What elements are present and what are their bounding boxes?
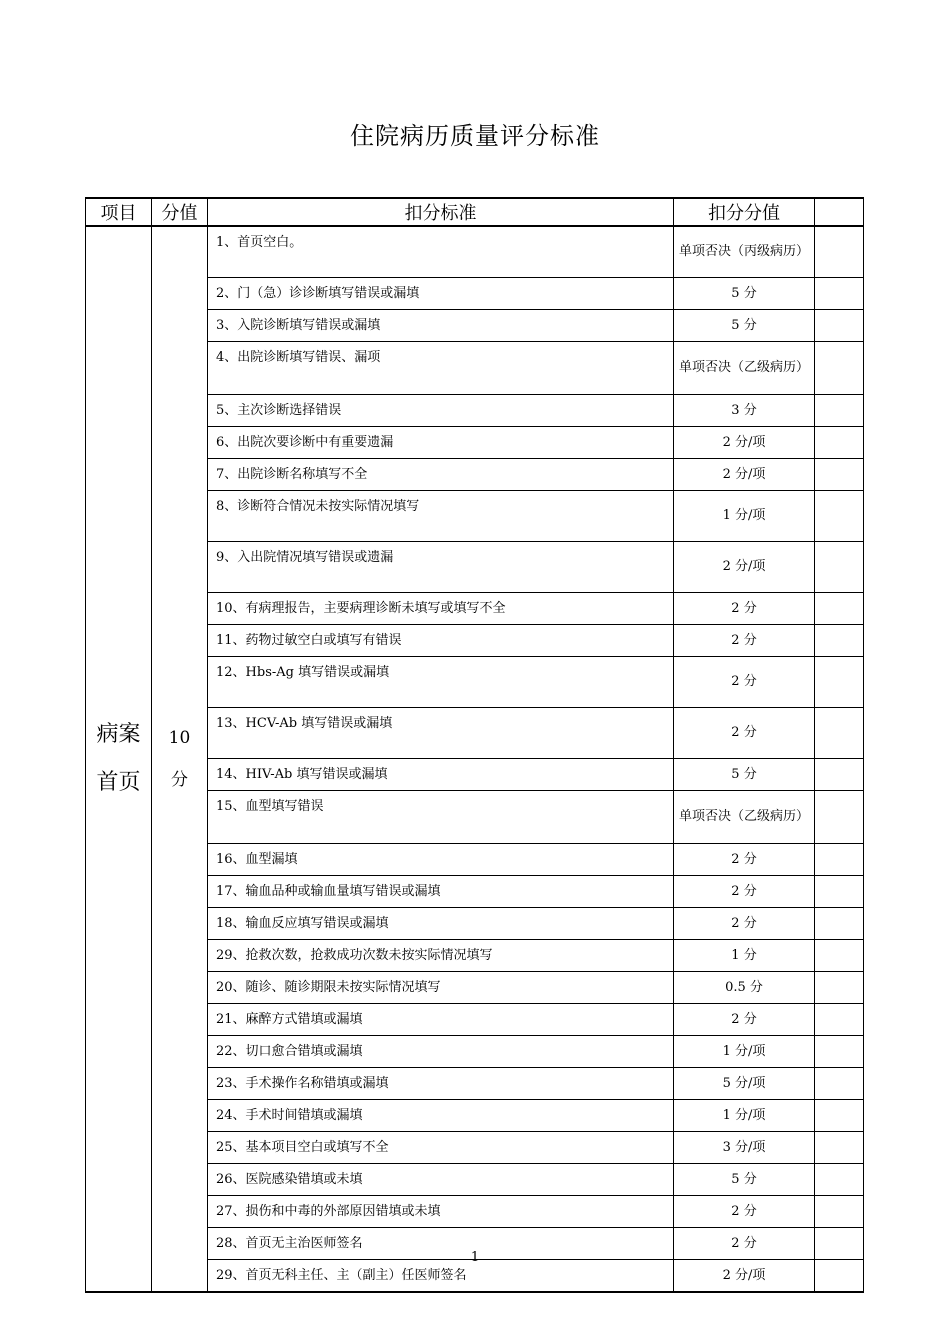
header-deduction: 扣分分值 [674, 198, 815, 226]
deduction-cell: 2 分 [674, 875, 815, 907]
criteria-cell: 3、入院诊断填写错误或漏填 [208, 309, 674, 341]
blank-cell [815, 656, 864, 707]
criteria-cell: 18、输血反应填写错误或漏填 [208, 907, 674, 939]
criteria-cell: 28、首页无主治医师签名 [208, 1227, 674, 1259]
blank-cell [815, 426, 864, 458]
blank-cell [815, 707, 864, 758]
deduction-cell: 1 分 [674, 939, 815, 971]
criteria-cell: 5、主次诊断选择错误 [208, 394, 674, 426]
deduction-cell: 5 分 [674, 277, 815, 309]
section-name-line1: 病案 [96, 721, 141, 747]
section-name-line2: 首页 [96, 769, 141, 795]
blank-cell [815, 309, 864, 341]
deduction-cell: 3 分 [674, 394, 815, 426]
blank-cell [815, 541, 864, 592]
deduction-cell: 单项否决（乙级病历） [674, 341, 815, 394]
criteria-cell: 7、出院诊断名称填写不全 [208, 458, 674, 490]
criteria-cell: 29、抢救次数，抢救成功次数未按实际情况填写 [208, 939, 674, 971]
blank-cell [815, 939, 864, 971]
criteria-cell: 21、麻醉方式错填或漏填 [208, 1003, 674, 1035]
deduction-cell: 3 分/项 [674, 1131, 815, 1163]
criteria-cell: 10、有病理报告，主要病理诊断未填写或填写不全 [208, 592, 674, 624]
blank-cell [815, 1003, 864, 1035]
criteria-cell: 24、手术时间错填或漏填 [208, 1099, 674, 1131]
criteria-cell: 20、随诊、随诊期限未按实际情况填写 [208, 971, 674, 1003]
page-title: 住院病历质量评分标准 [350, 122, 600, 150]
criteria-cell: 27、损伤和中毒的外部原因错填或未填 [208, 1195, 674, 1227]
criteria-cell: 1、首页空白。 [208, 226, 674, 277]
blank-cell [815, 843, 864, 875]
page-number: 1 [470, 1250, 480, 1265]
deduction-cell: 2 分 [674, 1003, 815, 1035]
blank-cell [815, 758, 864, 790]
blank-cell [815, 341, 864, 394]
criteria-cell: 2、门（急）诊诊断填写错误或漏填 [208, 277, 674, 309]
criteria-cell: 23、手术操作名称错填或漏填 [208, 1067, 674, 1099]
section-score-unit: 分 [171, 769, 188, 790]
deduction-cell: 5 分/项 [674, 1067, 815, 1099]
section-name [86, 226, 152, 1292]
criteria-cell: 26、医院感染错填或未填 [208, 1163, 674, 1195]
criteria-cell: 14、HIV-Ab 填写错误或漏填 [208, 758, 674, 790]
deduction-cell: 5 分 [674, 758, 815, 790]
blank-cell [815, 624, 864, 656]
criteria-cell: 12、Hbs-Ag 填写错误或漏填 [208, 656, 674, 707]
table-header-row [86, 198, 864, 226]
criteria-cell: 4、出院诊断填写错误、漏项 [208, 341, 674, 394]
deduction-cell: 单项否决（乙级病历） [674, 790, 815, 843]
criteria-cell: 8、诊断符合情况未按实际情况填写 [208, 490, 674, 541]
scoring-table [85, 197, 864, 1293]
deduction-cell: 5 分 [674, 1163, 815, 1195]
blank-cell [815, 907, 864, 939]
header-item: 项目 [86, 198, 152, 226]
blank-cell [815, 394, 864, 426]
criteria-cell: 13、HCV-Ab 填写错误或漏填 [208, 707, 674, 758]
header-blank [815, 198, 864, 226]
deduction-cell: 1 分/项 [674, 1099, 815, 1131]
blank-cell [815, 1195, 864, 1227]
blank-cell [815, 875, 864, 907]
header-score: 分值 [152, 198, 208, 226]
criteria-cell: 22、切口愈合错填或漏填 [208, 1035, 674, 1067]
criteria-cell: 6、出院次要诊断中有重要遗漏 [208, 426, 674, 458]
section-score [152, 226, 208, 1292]
blank-cell [815, 490, 864, 541]
blank-cell [815, 1131, 864, 1163]
blank-cell [815, 971, 864, 1003]
deduction-cell: 2 分 [674, 656, 815, 707]
deduction-cell: 2 分 [674, 707, 815, 758]
deduction-cell: 2 分 [674, 907, 815, 939]
blank-cell [815, 458, 864, 490]
blank-cell [815, 1067, 864, 1099]
blank-cell [815, 1099, 864, 1131]
criteria-cell: 16、血型漏填 [208, 843, 674, 875]
criteria-cell: 11、药物过敏空白或填写有错误 [208, 624, 674, 656]
deduction-cell: 2 分/项 [674, 541, 815, 592]
table-row [86, 226, 864, 277]
criteria-cell: 15、血型填写错误 [208, 790, 674, 843]
blank-cell [815, 1163, 864, 1195]
blank-cell [815, 790, 864, 843]
blank-cell [815, 1035, 864, 1067]
deduction-cell: 2 分 [674, 592, 815, 624]
blank-cell [815, 592, 864, 624]
criteria-cell: 29、首页无科主任、主（副主）任医师签名 [208, 1259, 674, 1292]
blank-cell [815, 226, 864, 277]
criteria-cell: 9、入出院情况填写错误或遗漏 [208, 541, 674, 592]
deduction-cell: 单项否决（丙级病历） [674, 226, 815, 277]
deduction-cell: 2 分 [674, 843, 815, 875]
blank-cell [815, 277, 864, 309]
deduction-cell: 0.5 分 [674, 971, 815, 1003]
header-criteria: 扣分标准 [208, 198, 674, 226]
deduction-cell: 2 分/项 [674, 426, 815, 458]
deduction-cell: 2 分 [674, 624, 815, 656]
criteria-cell: 17、输血品种或输血量填写错误或漏填 [208, 875, 674, 907]
deduction-cell: 2 分/项 [674, 458, 815, 490]
section-score-value: 10 [168, 727, 191, 748]
deduction-cell: 1 分/项 [674, 1035, 815, 1067]
deduction-cell: 2 分/项 [674, 1259, 815, 1292]
deduction-cell: 2 分 [674, 1227, 815, 1259]
criteria-cell: 25、基本项目空白或填写不全 [208, 1131, 674, 1163]
deduction-cell: 2 分 [674, 1195, 815, 1227]
deduction-cell: 1 分/项 [674, 490, 815, 541]
deduction-cell: 5 分 [674, 309, 815, 341]
